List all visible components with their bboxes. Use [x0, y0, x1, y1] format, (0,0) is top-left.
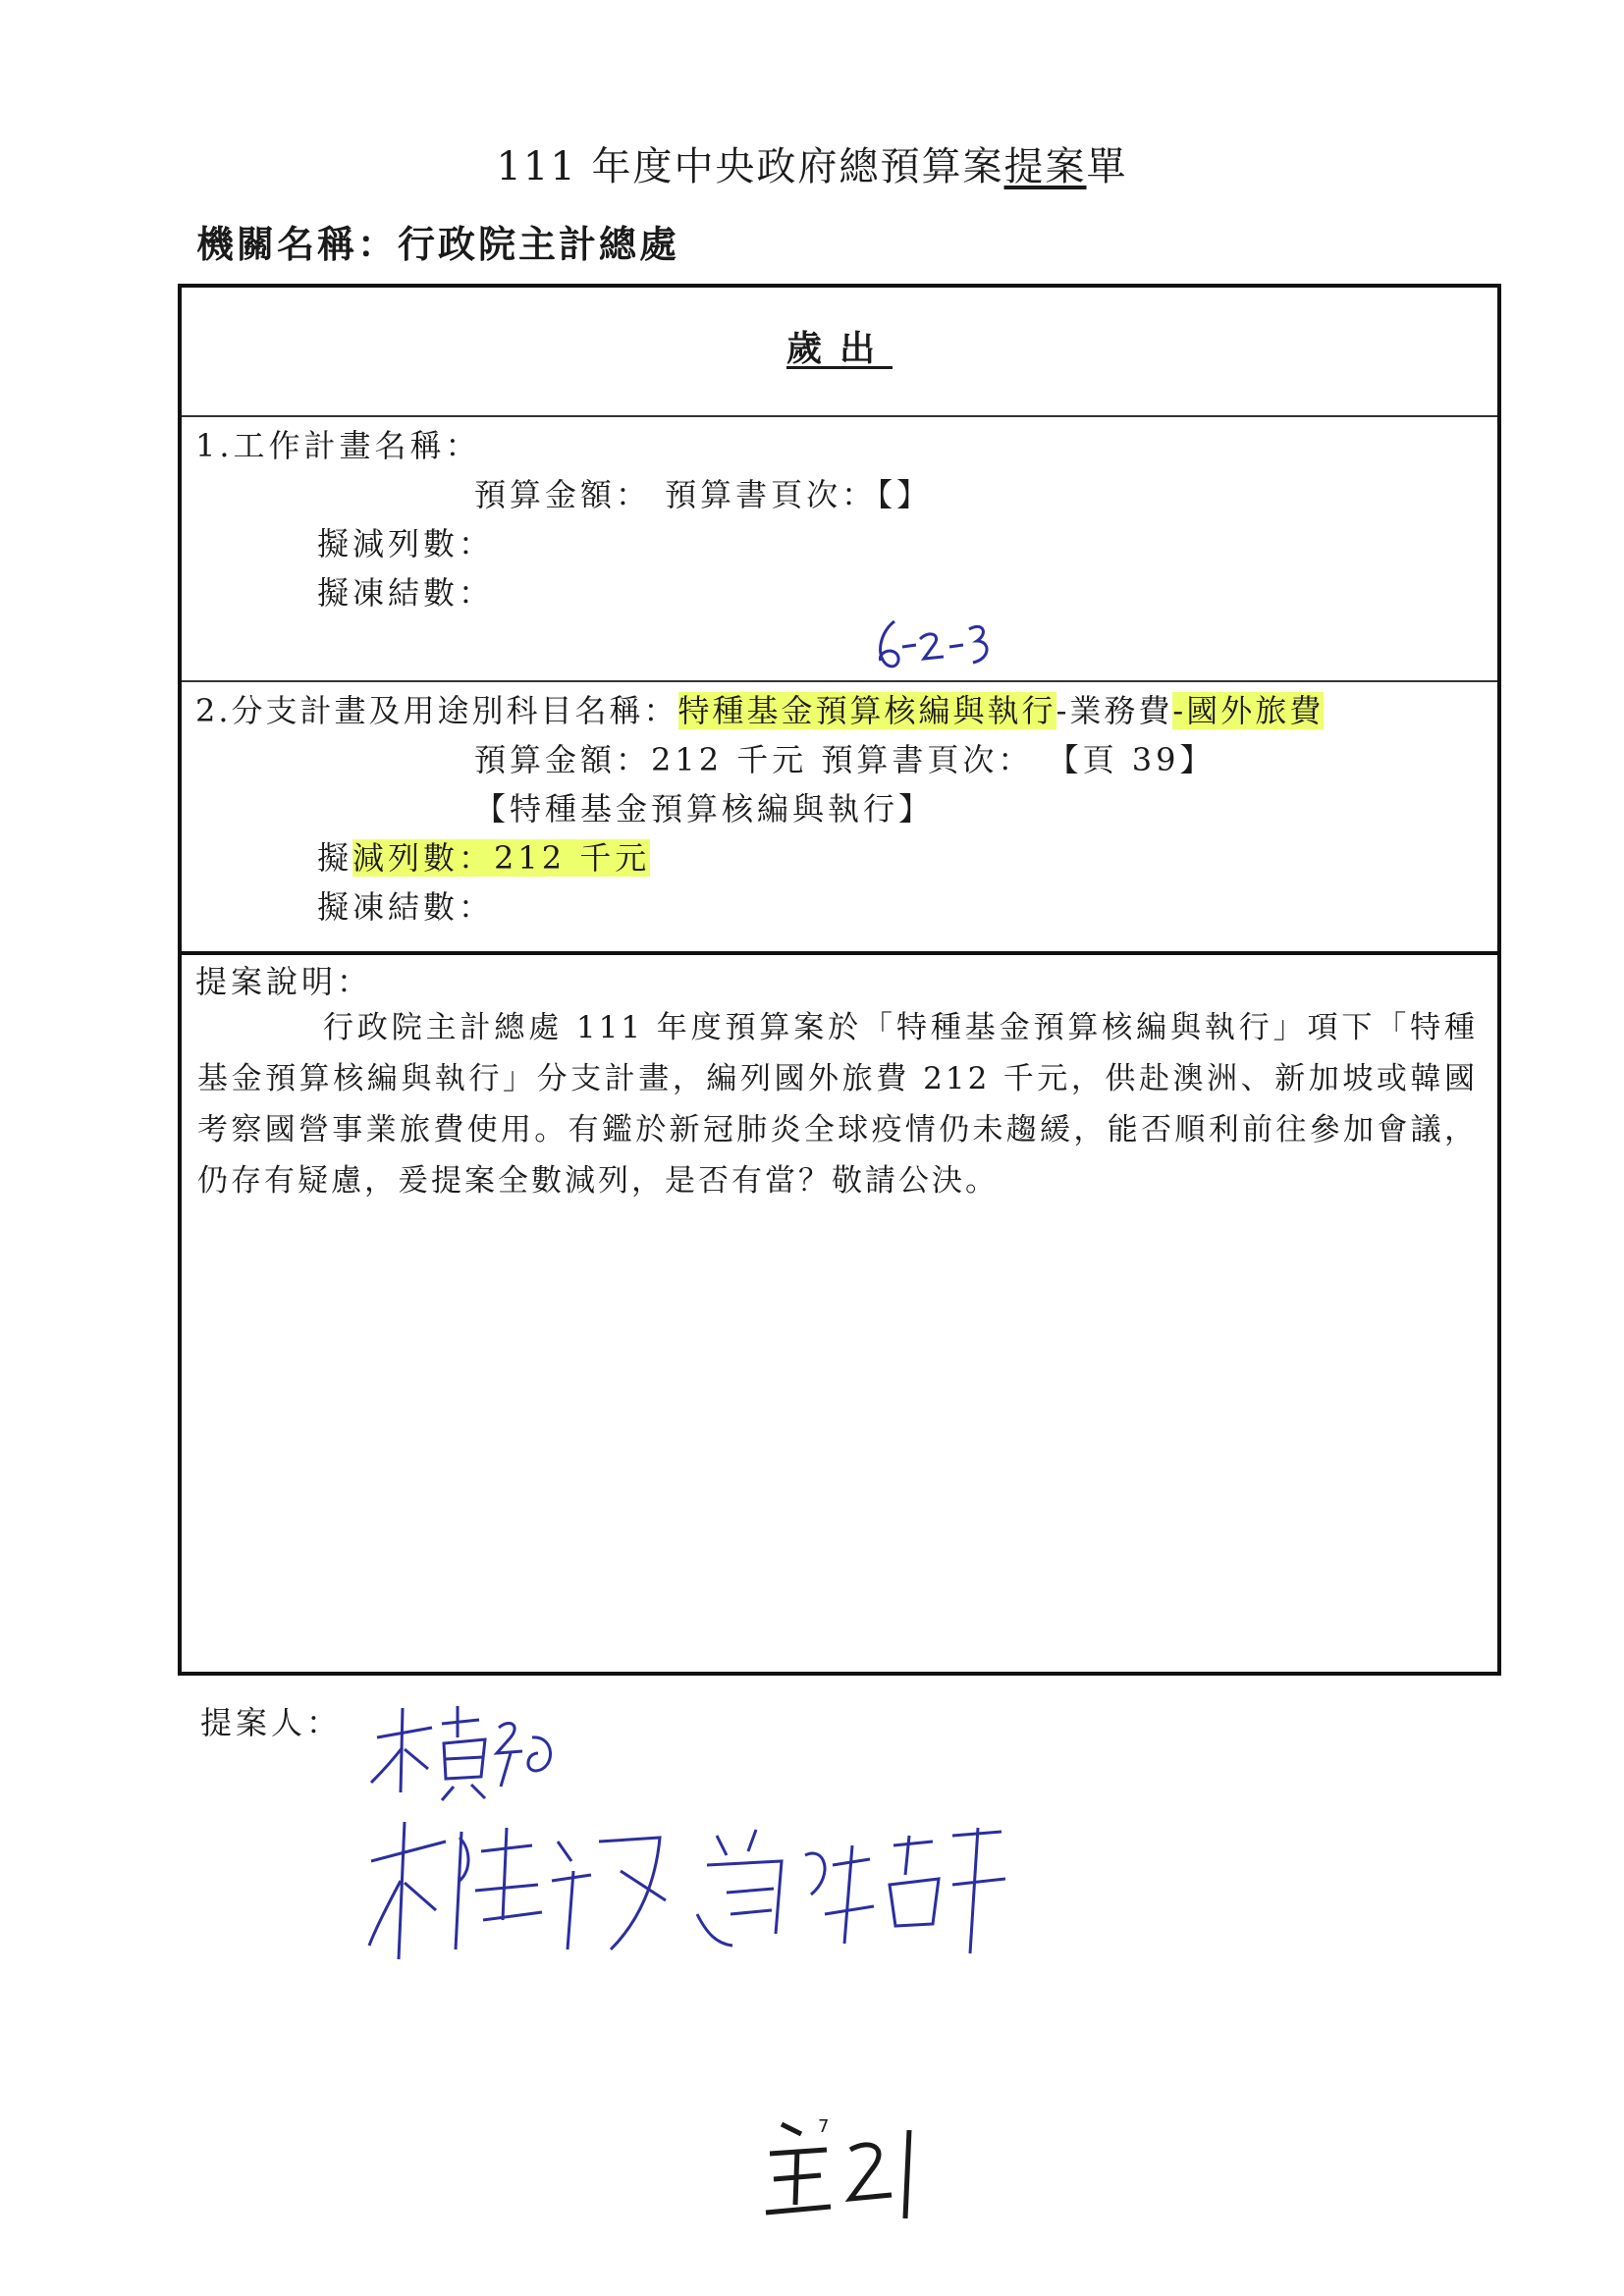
item2-label [195, 686, 1324, 731]
title-suffix: 單 [1086, 144, 1128, 189]
item2-label-mid: -業務費 [1056, 692, 1173, 729]
section-header-row [182, 288, 1497, 417]
item2-reduce [317, 833, 650, 879]
page-number: 7 [818, 2116, 830, 2137]
item1-reduce: 擬減列數： [317, 525, 495, 562]
page-title [0, 135, 1624, 191]
explanation-text: 行政院主計總處 111 年度預算案於「特種基金預算核編與執行」項下「特種基金預算核編與執行」分支計畫，編列國外旅費 212 千元，供赴澳洲、新加坡或韓國考察國營事業旅費使用。有鑑於新冠肺炎全球疫情仍未趨緩，能否順利前往參加會議，仍存有疑慮，爰提案全數減列，是否有當？敬請公決。 [197, 1010, 1478, 1199]
title-prefix: 111 年度中央政府總預算案 [496, 144, 1004, 189]
explanation-label: 提案說明： [195, 963, 373, 1000]
item2-row [182, 680, 1497, 955]
item2-freeze: 擬凍結數： [317, 888, 495, 926]
item1-freeze: 擬凍結數： [317, 574, 495, 612]
proposer-label: 提案人： [200, 1704, 343, 1741]
item1-row [182, 415, 1497, 682]
item1-amount: 預算金額： 預算書頁次：【】 [474, 476, 933, 513]
item2-label-highlight-1: 特種基金預算核編與執行 [677, 692, 1056, 729]
signature-4 [762, 2110, 939, 2228]
item2-program: 【特種基金預算核編與執行】 [474, 790, 935, 828]
explanation-row [182, 953, 1497, 1672]
title-underlined: 提案 [1003, 144, 1087, 189]
item2-reduce-highlight: 減列數：212 千元 [352, 839, 651, 877]
proposal-form [178, 284, 1501, 1676]
signature-1 [363, 1698, 560, 1806]
item2-label-highlight-2: -國外旅費 [1172, 692, 1325, 729]
item2-amount: 預算金額：212 千元 預算書頁次： 【頁 39】 [474, 741, 1216, 778]
item1-label: 1.工作計畫名稱： [195, 427, 481, 464]
section-heading: 歲出 [785, 328, 893, 369]
item2-reduce-prefix: 擬 [317, 839, 353, 877]
handwritten-code [867, 612, 1004, 682]
signature-2 [365, 1802, 679, 1969]
item2-label-prefix: 2.分支計畫及用途別科目名稱： [195, 692, 678, 729]
signature-3 [687, 1816, 1011, 1963]
agency-name: 機關名稱：行政院主計總處 [196, 223, 680, 266]
